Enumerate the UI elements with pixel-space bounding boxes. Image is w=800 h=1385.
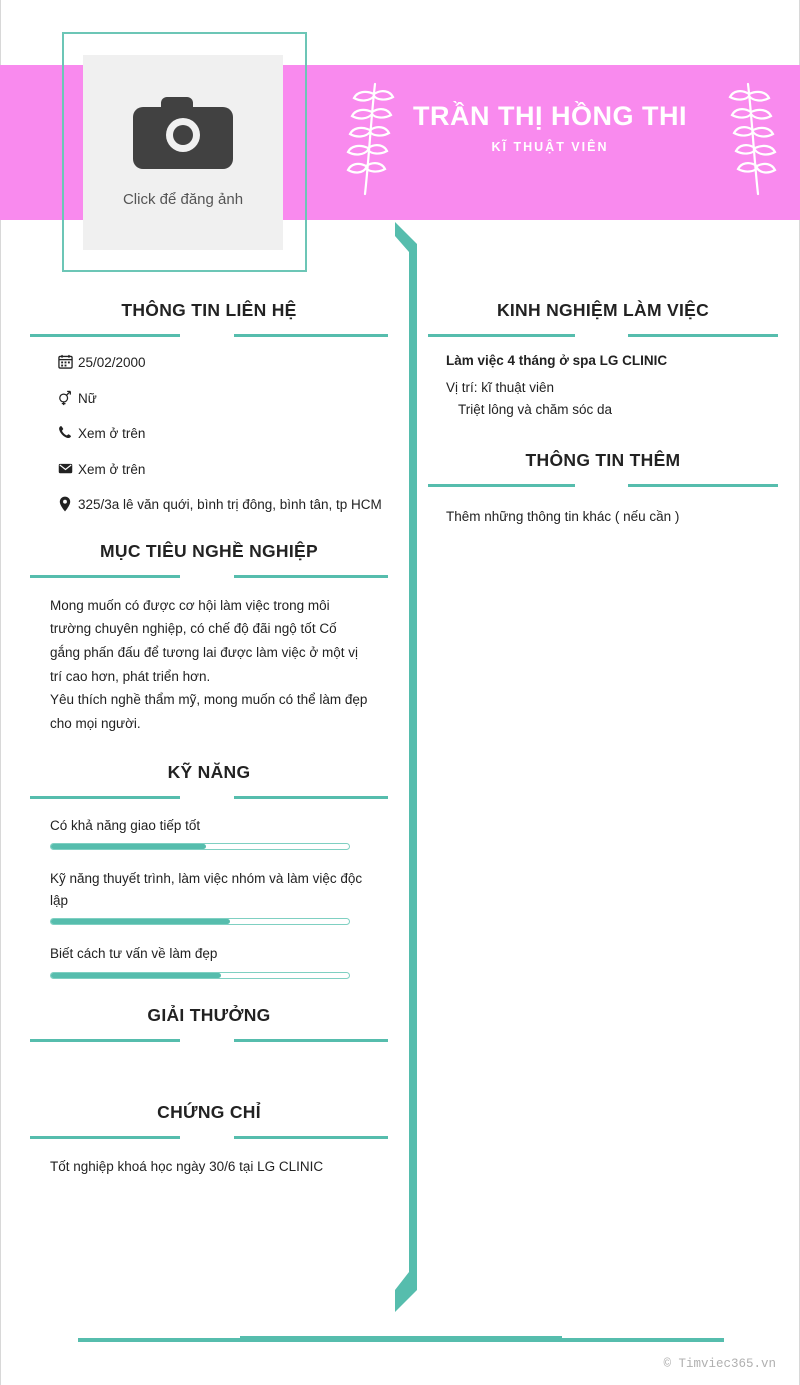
location-icon — [52, 495, 78, 512]
section-rule — [30, 1136, 388, 1139]
skill-item — [30, 868, 388, 925]
section-skills — [30, 762, 388, 979]
skill-item — [30, 943, 388, 979]
section-rule — [30, 334, 388, 337]
extra-info-text: Thêm những thông tin khác ( nếu cần ) — [446, 509, 680, 525]
skill-item — [30, 815, 388, 851]
objective-paragraph-2: Yêu thích nghề thẩm mỹ, mong muốn có thể làm đẹp cho mọi người. — [50, 692, 368, 731]
contact-value-birthdate: 25/02/2000 — [78, 355, 146, 370]
section-awards — [30, 1005, 388, 1042]
experience-position: Vị trí: kĩ thuật viên — [446, 380, 555, 395]
header-identity — [330, 100, 770, 154]
skill-progress-bar[interactable] — [50, 918, 350, 925]
section-title-experience: KINH NGHIỆM LÀM VIỆC — [496, 300, 710, 320]
site-credit: © Timviec365.vn — [663, 1357, 776, 1371]
mail-icon — [52, 460, 78, 476]
section-rule — [30, 1039, 388, 1042]
camera-icon — [133, 97, 233, 169]
objective-paragraph-1: Mong muốn có được cơ hội làm việc trong môi trường chuyên nghiệp, có chế độ đãi ngộ tốt Cố gắng phấn đấu để tương lai được làm việc ở một vị trí cao hơn, phát triển hơn. — [50, 597, 359, 684]
phone-icon — [52, 424, 78, 440]
experience-entry[interactable] — [428, 353, 778, 420]
contact-row-phone — [30, 424, 388, 444]
contact-value-address: 325/3a lê văn quới, bình trị đông, bình tân, tp HCM — [78, 497, 382, 513]
skill-progress-fill — [51, 844, 206, 849]
section-objective — [30, 541, 388, 736]
certificates-text: Tốt nghiệp khoá học ngày 30/6 tại LG CLINIC — [50, 1158, 324, 1174]
section-extra-info — [428, 450, 778, 524]
skill-progress-fill — [51, 973, 221, 978]
section-rule — [428, 334, 778, 337]
calendar-icon — [52, 353, 78, 369]
section-experience — [428, 300, 778, 420]
section-title-skills: KỸ NĂNG — [167, 761, 251, 782]
contact-row-birthdate — [30, 353, 388, 373]
contact-row-gender — [30, 389, 388, 409]
section-title-certificates: CHỨNG CHỈ — [157, 1101, 261, 1122]
skill-label: Biết cách tư vấn về làm đẹp — [50, 946, 218, 962]
contact-value-email: Xem ở trên — [78, 461, 146, 477]
section-rule — [30, 796, 388, 799]
skill-progress-bar[interactable] — [50, 972, 350, 979]
left-column — [30, 300, 388, 1205]
gender-icon — [52, 389, 78, 406]
column-divider — [395, 222, 417, 1312]
candidate-job-title: KĨ THUẬT VIÊN — [491, 140, 609, 155]
candidate-name: TRẦN THỊ HỒNG THI — [413, 101, 687, 131]
photo-upload-label: Click để đăng ảnh — [122, 191, 244, 208]
right-column — [428, 300, 778, 550]
section-certificates — [30, 1102, 388, 1179]
section-title-awards: GIẢI THƯỞNG — [147, 1004, 271, 1025]
section-title-objective: MỤC TIÊU NGHỀ NGHIỆP — [100, 540, 318, 561]
skill-progress-bar[interactable] — [50, 843, 350, 850]
skill-label: Có khả năng giao tiếp tốt — [50, 817, 201, 833]
photo-upload-area[interactable] — [83, 55, 283, 250]
experience-duties: Triệt lông và chăm sóc da — [458, 401, 613, 417]
contact-row-email — [30, 460, 388, 480]
contact-value-gender: Nữ — [78, 390, 97, 406]
experience-heading: Làm việc 4 tháng ở spa LG CLINIC — [446, 353, 668, 368]
section-contact — [30, 300, 388, 515]
section-rule — [428, 484, 778, 487]
section-title-extra-info: THÔNG TIN THÊM — [525, 450, 681, 471]
contact-row-address — [30, 495, 388, 515]
objective-body[interactable] — [30, 594, 388, 736]
footer-rule-accent — [240, 1336, 562, 1340]
contact-value-phone: Xem ở trên — [78, 426, 146, 442]
skill-progress-fill — [51, 919, 230, 924]
section-title-contact: THÔNG TIN LIÊN HỆ — [121, 300, 297, 320]
skill-label: Kỹ năng thuyết trình, làm việc nhóm và làm việc độc lập — [50, 871, 363, 908]
section-rule — [30, 575, 388, 578]
